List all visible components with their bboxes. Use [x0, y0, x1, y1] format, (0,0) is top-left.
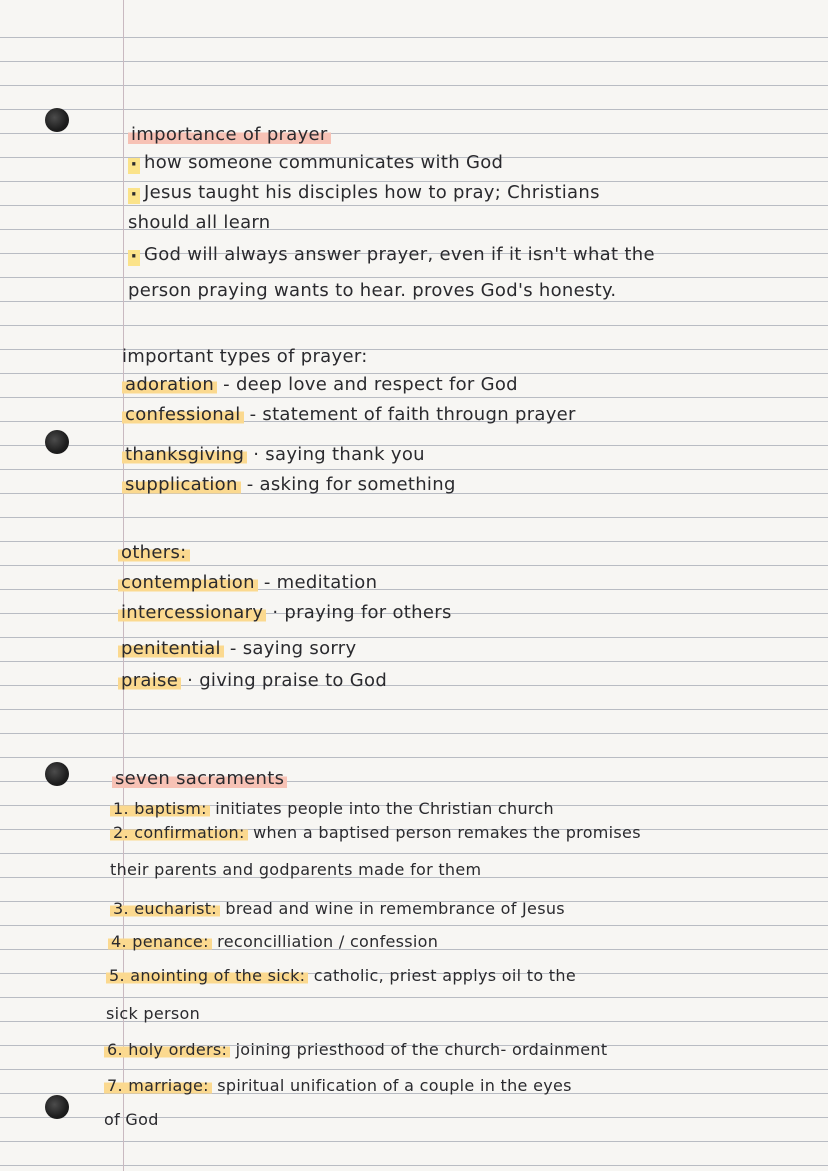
list-item: 1. baptism: initiates people into the Christian church [110, 799, 554, 818]
note-line: should all learn [128, 212, 271, 233]
list-item: 3. eucharist: bread and wine in remembrance of Jesus [110, 899, 565, 918]
list-item: their parents and godparents made for them [110, 860, 482, 879]
list-item: penitential - saying sorry [118, 638, 356, 659]
punch-hole [45, 108, 69, 132]
list-item: 7. marriage: spiritual unification of a couple in the eyes [104, 1076, 572, 1095]
list-item: 4. penance: reconcilliation / confession [108, 932, 438, 951]
punch-hole [45, 430, 69, 454]
bullet-icon [128, 188, 140, 204]
list-item: 6. holy orders: joining priesthood of the church- ordainment [104, 1040, 607, 1059]
list-item: 2. confirmation: when a baptised person remakes the promises [110, 823, 641, 842]
section-heading-types: important types of prayer: [122, 346, 368, 367]
section-heading-sacraments: seven sacraments [112, 768, 287, 789]
list-item: of God [104, 1110, 159, 1129]
note-line: ·God will always answer prayer, even if it isn't what the [128, 244, 655, 266]
note-line: ·how someone communicates with God [128, 152, 503, 174]
list-item: intercessionary · praying for others [118, 602, 452, 623]
note-line: person praying wants to hear. proves God's honesty. [128, 280, 617, 301]
list-item: adoration - deep love and respect for God [122, 374, 518, 395]
list-item: 5. anointing of the sick: catholic, priest applys oil to the [106, 966, 576, 985]
note-line: ·Jesus taught his disciples how to pray; Christians [128, 182, 600, 204]
list-item: sick person [106, 1004, 201, 1023]
bullet-icon [128, 250, 140, 266]
list-item: thanksgiving · saying thank you [122, 444, 425, 465]
punch-hole [45, 1095, 69, 1119]
punch-hole [45, 762, 69, 786]
bullet-icon [128, 158, 140, 174]
section-heading-others: others: [118, 542, 190, 563]
list-item: praise · giving praise to God [118, 670, 387, 691]
section-heading-importance: importance of prayer [128, 124, 331, 145]
list-item: contemplation - meditation [118, 572, 377, 593]
list-item: supplication - asking for something [122, 474, 456, 495]
list-item: confessional - statement of faith througn prayer [122, 404, 576, 425]
